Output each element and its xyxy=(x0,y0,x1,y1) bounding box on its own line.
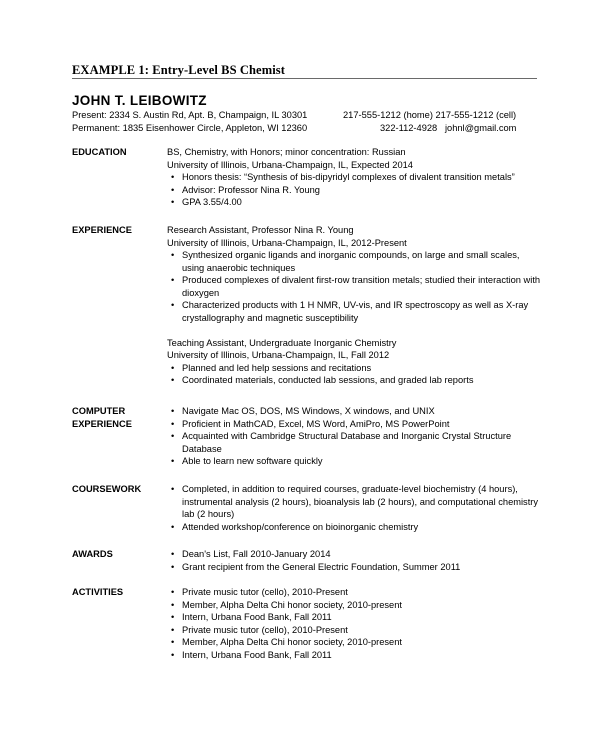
bullet-icon: • xyxy=(171,275,175,285)
university-line: University of Illinois, Urbana-Champaign, IL, Expected 2014 xyxy=(167,159,413,170)
education-bullets xyxy=(167,171,542,209)
bullet-icon: • xyxy=(171,456,175,466)
job-title-line: Research Assistant, Professor Nina R. Young xyxy=(167,225,354,235)
degree-line: BS, Chemistry, with Honors; minor concentration: Russian xyxy=(167,147,406,157)
computer-experience-heading: COMPUTER EXPERIENCE xyxy=(72,406,132,429)
list-item: • Navigate Mac OS, DOS, MS Windows, X windows, and UNIX xyxy=(171,406,435,416)
bullet-icon: • xyxy=(171,624,175,635)
bullet-icon: • xyxy=(171,431,175,441)
bullet-icon: • xyxy=(171,406,175,416)
list-item: • Completed, in addition to required courses, graduate-level biochemistry (4 hours), instrumental analysis (2 hours), bioanalysis lab (2 hours), and computational chemistry lab (2 hours) xyxy=(171,484,539,519)
bullet-icon: • xyxy=(171,587,175,597)
activities-heading: ACTIVITIES xyxy=(72,587,124,597)
awards-bullets xyxy=(167,548,542,573)
list-item: • Dean's List, Fall 2010-January 2014 xyxy=(171,549,331,559)
computer-section xyxy=(167,405,542,468)
bullet-icon: • xyxy=(171,599,175,610)
coursework-heading: COURSEWORK xyxy=(72,484,142,494)
job1-bullets xyxy=(167,249,542,324)
list-item: • Coordinated materials, conducted lab sessions, and graded lab reports xyxy=(171,375,474,385)
list-item: • Grant recipient from the General Electric Foundation, Summer 2011 xyxy=(171,561,461,572)
bullet-icon: • xyxy=(171,612,175,622)
bullet-icon: • xyxy=(171,184,175,195)
bullet-icon: • xyxy=(171,484,175,494)
bullet-icon: • xyxy=(171,418,175,429)
list-item: • Intern, Urbana Food Bank, Fall 2011 xyxy=(171,612,332,622)
coursework-bullets xyxy=(167,483,542,533)
candidate-name: JOHN T. LEIBOWITZ xyxy=(72,93,207,108)
list-item: • Synthesized organic ligands and inorganic compounds, on large and small scales, using anaerobic techniques xyxy=(171,250,520,273)
list-item: • Able to learn new software quickly xyxy=(171,456,323,466)
bullet-icon: • xyxy=(171,300,175,310)
bullet-icon: • xyxy=(171,172,175,182)
bullet-icon: • xyxy=(171,362,175,373)
list-item: • Proficient in MathCAD, Excel, MS Word, AmiPro, MS PowerPoint xyxy=(171,418,450,429)
experience-heading: EXPERIENCE xyxy=(72,225,132,235)
list-item: • Honors thesis: “Synthesis of bis-dipyridyl complexes of divalent transition metals” xyxy=(171,172,515,182)
awards-heading: AWARDS xyxy=(72,549,113,559)
activities-bullets xyxy=(167,586,542,661)
permanent-address: Permanent: 1835 Eisenhower Circle, Appleton, WI 12360 xyxy=(72,123,308,133)
present-address: Present: 2334 S. Austin Rd, Apt. B, Champaign, IL 30301 xyxy=(72,110,308,120)
experience-section xyxy=(167,224,542,387)
activities-section xyxy=(167,586,542,661)
education-heading: EDUCATION xyxy=(72,147,127,157)
bullet-icon: • xyxy=(171,521,175,532)
awards-section xyxy=(167,548,542,573)
list-item: • GPA 3.55/4.00 xyxy=(171,197,242,207)
bullet-icon: • xyxy=(171,375,175,385)
job2-bullets xyxy=(167,362,542,387)
bullet-icon: • xyxy=(171,649,175,660)
job-org-line: University of Illinois, Urbana-Champaign, IL, 2012-Present xyxy=(167,237,407,248)
title-divider xyxy=(72,78,537,79)
list-item: • Member, Alpha Delta Chi honor society, 2010-present xyxy=(171,599,402,610)
list-item: • Private music tutor (cello), 2010-Present xyxy=(171,587,348,597)
computer-bullets xyxy=(167,405,542,468)
bullet-icon: • xyxy=(171,561,175,572)
list-item: • Advisor: Professor Nina R. Young xyxy=(171,184,320,195)
job-org-line: University of Illinois, Urbana-Champaign, IL, Fall 2012 xyxy=(167,350,390,360)
list-item: • Acquainted with Cambridge Structural Database and Inorganic Crystal Structure Database xyxy=(171,431,512,454)
list-item: • Produced complexes of divalent first-row transition metals; studied their interaction with dioxygen xyxy=(171,275,541,298)
list-item: • Attended workshop/conference on bioinorganic chemistry xyxy=(171,521,419,532)
job-title-line: Teaching Assistant, Undergraduate Inorganic Chemistry xyxy=(167,337,397,348)
present-phones: 217-555-1212 (home) 217-555-1212 (cell) xyxy=(343,110,517,120)
coursework-section xyxy=(167,483,542,533)
permanent-phone-email: 322-112-4928 johnl@gmail.com xyxy=(380,123,517,133)
bullet-icon: • xyxy=(171,637,175,647)
list-item: • Intern, Urbana Food Bank, Fall 2011 xyxy=(171,649,332,660)
list-item: • Member, Alpha Delta Chi honor society, 2010-present xyxy=(171,637,402,647)
list-item: • Characterized products with 1 H NMR, UV-vis, and IR spectroscopy as well as X-ray crystallography and magnetic susceptibility xyxy=(171,300,529,323)
bullet-icon: • xyxy=(171,197,175,207)
bullet-icon: • xyxy=(171,549,175,559)
list-item: • Planned and led help sessions and recitations xyxy=(171,362,372,373)
bullet-icon: • xyxy=(171,250,175,260)
education-section xyxy=(167,146,542,209)
list-item: • Private music tutor (cello), 2010-Present xyxy=(171,624,348,635)
example-title: EXAMPLE 1: Entry-Level BS Chemist xyxy=(72,63,286,77)
